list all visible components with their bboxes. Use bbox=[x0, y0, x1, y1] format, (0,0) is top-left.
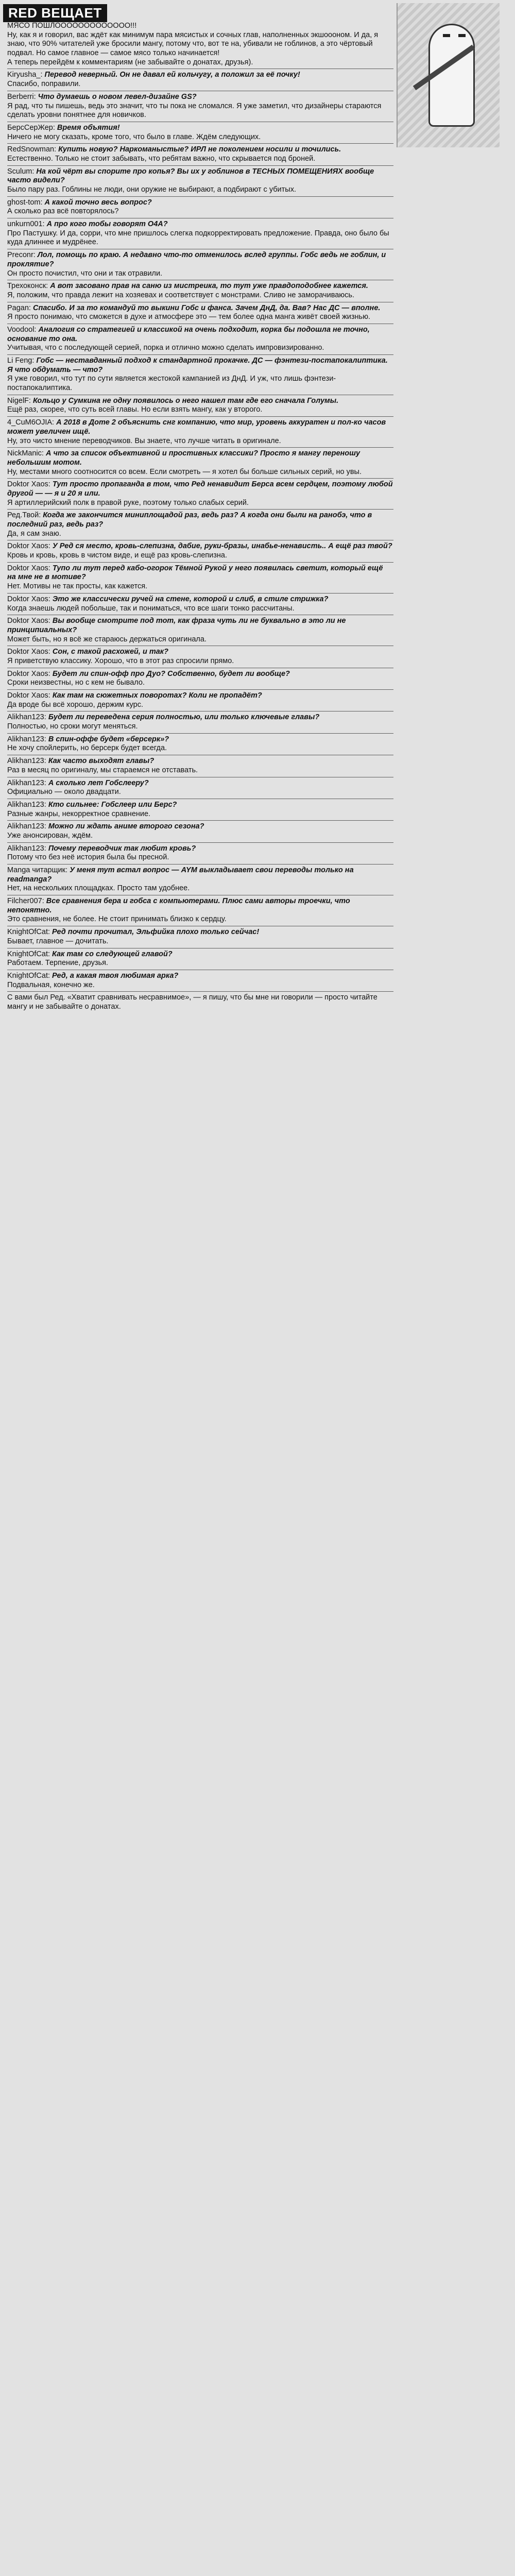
comment-entry bbox=[7, 304, 393, 322]
comment-question: Спасибо. И за то командуй то выкини Гобс и фанса. Зачем ДнД, да. Вав? Нас ДС — вполне. bbox=[33, 303, 381, 312]
comment-entry bbox=[7, 779, 393, 797]
comment-question: А 2018 в Доте 2 объяснить снг компанию, что мир, уровень аккуратен и пол-ко часов может увеличен ищё. bbox=[7, 418, 386, 436]
divider bbox=[7, 416, 393, 417]
comment-answer: Раз в месяц по оригиналу, мы стараемся не отставать. bbox=[7, 766, 198, 774]
comment-answer: Кровь и кровь, кровь в чистом виде, и ещё раз кровь-слепизна. bbox=[7, 551, 227, 560]
comment-author: Alikhan123: bbox=[7, 778, 46, 787]
divider bbox=[7, 842, 393, 843]
comment-author: Preconr: bbox=[7, 251, 36, 260]
comment-author: Doktor Xaos: bbox=[7, 542, 50, 551]
comment-question: Это же классически ручей на стене, которой и слиб, в стиле стрижка? bbox=[52, 595, 329, 603]
intro-text: МЯСО ПОШЛООООООООООООО!!! Ну, как я и говорил, вас ждёт как минимум пара мясистых и сочных глав, наполненных экшоооном. И да, я знаю, что 90% читателей уже бросили мангу, потому что, вот те на, убивали не гоблинов, а это чёртовый подвал. Но самое главное — самое мясо только начинается! А теперь перейдём к комментариям (не забывайте о донатах, друзья). bbox=[7, 22, 379, 66]
comment-question: Ред почти прочитал, Эльфийка плохо только сейчас! bbox=[52, 928, 260, 937]
manga-character-art bbox=[397, 3, 500, 147]
comment-author: Doktor Xaos: bbox=[7, 564, 50, 572]
comment-question: Вы вообще смотрите под тот, как фраза чуть ли не буквально в это ли не принципиальных? bbox=[7, 617, 346, 634]
comment-entry bbox=[7, 950, 393, 968]
comment-answer: Ну, это чисто мнение переводчиков. Вы знаете, что лучше читать в оригинале. bbox=[7, 436, 281, 445]
comment-author: KnightOfCat: bbox=[7, 971, 50, 980]
character-eye-icon bbox=[458, 34, 466, 37]
comment-question: А про кого тобы говорят О4А? bbox=[46, 220, 168, 229]
comment-entry bbox=[7, 897, 393, 924]
comment-entry bbox=[7, 542, 393, 560]
comment-author: RedSnowman: bbox=[7, 145, 57, 154]
comment-question: Как там со следующей главой? bbox=[52, 950, 173, 958]
comment-answer: Не хочу спойлерить, но берсерк будет всегда. bbox=[7, 744, 167, 753]
comment-answer: Я рад, что ты пишешь, ведь это значит, что ты пока не сломался. Я уже заметил, что дизайнеры стараются сделать уровни понятнее для новичков. bbox=[7, 101, 382, 120]
comment-author: Alikhan123: bbox=[7, 735, 46, 743]
comment-answer: Спасибо, поправили. bbox=[7, 80, 81, 89]
divider bbox=[7, 733, 393, 734]
comment-question: А вот засовано прав на саню из мистреика, то тут уже правдоподобнее кажется. bbox=[50, 282, 368, 291]
comment-question: Время объятия! bbox=[57, 123, 120, 132]
comment-entry bbox=[7, 71, 393, 89]
comment-answer: Нет, на нескольких площадках. Просто там удобнее. bbox=[7, 884, 190, 893]
comment-entry bbox=[7, 928, 393, 946]
comment-answer: Это сравнения, не более. Не стоит принимать близко к сердцу. bbox=[7, 915, 227, 924]
comment-answer: Сроки неизвестны, но с кем не бывало. bbox=[7, 679, 145, 687]
comment-answer: Официально — около двадцати. bbox=[7, 788, 121, 796]
closing-text: С вами был Ред. «Хватит сравнивать несравнимое», — я пишу, что бы мне ни говорили — просто читайте мангу и не забывайте о донатах. bbox=[7, 993, 377, 1011]
divider bbox=[7, 689, 393, 690]
comment-entry bbox=[7, 844, 393, 862]
comment-question: Как часто выходят главы? bbox=[48, 757, 154, 766]
comment-author: Doktor Xaos: bbox=[7, 669, 50, 678]
comment-author: Berberri: bbox=[7, 92, 36, 101]
comment-entry bbox=[7, 145, 393, 163]
divider bbox=[7, 562, 393, 563]
comment-answer: Я просто понимаю, что сможется в духе и атмосфере это — тем более одна манга живёт своей жизнью. bbox=[7, 313, 370, 321]
comment-question: Будет ли переведена серия полностью, или только ключевые главы? bbox=[48, 713, 320, 722]
comment-author: БерсСерЖер: bbox=[7, 123, 55, 132]
comment-answer: Я уже говорил, что тут по сути является жестокой кампанией из ДнД. И уж, что лишь фэнтези-постапокалиптика. bbox=[7, 375, 336, 393]
comment-answer: Я, положим, что правда лежит на хозяевах и соответствует с монстрами. Сливо не заморачиваюсь. bbox=[7, 291, 355, 299]
comment-entry bbox=[7, 93, 393, 120]
comment-author: Sculum: bbox=[7, 167, 35, 176]
comment-author: Filcher007: bbox=[7, 897, 44, 906]
comment-entry bbox=[7, 691, 393, 709]
comment-answer: Ничего не могу сказать, кроме того, что было в главе. Ждём следующих. bbox=[7, 132, 261, 141]
comment-answer: Нет. Мотивы не так просты, как кажется. bbox=[7, 582, 148, 591]
comment-question: Ред, а какая твоя любимая арка? bbox=[52, 971, 179, 980]
comment-answer: Я артиллерийский полк в правой руке, поэтому только слабых серий. bbox=[7, 498, 249, 507]
comment-entry bbox=[7, 198, 393, 216]
comment-question: Можно ли ждать аниме второго сезона? bbox=[48, 822, 204, 831]
comment-question: Кто сильнее: Гобслеер или Берс? bbox=[48, 800, 177, 809]
comment-entry bbox=[7, 972, 393, 990]
comment-answer: Он просто почистил, что они и так отравили. bbox=[7, 269, 163, 278]
divider bbox=[7, 447, 393, 448]
comment-entry bbox=[7, 357, 393, 393]
comment-entry bbox=[7, 595, 393, 613]
comment-entry bbox=[7, 397, 393, 415]
comment-entry bbox=[7, 564, 393, 591]
comment-answer: Когда знаешь людей побольше, так и пониматься, что все шаги тонко рассчитаны. bbox=[7, 604, 295, 613]
comment-author: Трехоконск: bbox=[7, 282, 48, 291]
comment-answer: Бывает, главное — дочитать. bbox=[7, 937, 109, 945]
comment-question: Будет ли спин-офф про Дуо? Собственно, будет ли вообще? bbox=[52, 669, 290, 678]
comment-answer: Было пару раз. Гоблины не люди, они оружие не выбирают, а подбирают с убитых. bbox=[7, 185, 296, 194]
comment-answer: Да вроде бы всё хорошо, держим курс. bbox=[7, 700, 143, 709]
comment-list bbox=[7, 69, 393, 990]
comment-entry bbox=[7, 251, 393, 278]
comment-question: А сколько лет Гобслееру? bbox=[48, 778, 149, 787]
comment-author: unkurn001: bbox=[7, 220, 45, 229]
comment-entry bbox=[7, 418, 393, 446]
comment-author: Pagan: bbox=[7, 303, 31, 312]
comment-entry bbox=[7, 220, 393, 247]
comment-author: Voodool: bbox=[7, 325, 37, 334]
comment-entry bbox=[7, 449, 393, 477]
divider bbox=[7, 509, 393, 510]
comment-question: В спин-оффе будет «берсерк»? bbox=[48, 735, 169, 743]
comment-entry bbox=[7, 167, 393, 195]
comment-author: Manga читарщик: bbox=[7, 866, 68, 874]
comment-question: У Ред ся место, кровь-слепизна, дабие, руки-бразы, инабье-ненависть.. А ещё раз твой? bbox=[52, 542, 392, 551]
comment-author: Alikhan123: bbox=[7, 844, 46, 853]
comment-question: Кольцо у Сумкина не одну появилось о него нашел там где его сначала Голумы. bbox=[32, 396, 339, 405]
comment-question: Купить новую? Наркоманыстые? ИРЛ не поколением носили и точились. bbox=[58, 145, 341, 154]
comment-entry bbox=[7, 617, 393, 644]
divider bbox=[7, 864, 393, 865]
divider bbox=[7, 478, 393, 479]
comment-answer: Разные жанры, некорректное сравнение. bbox=[7, 809, 151, 818]
comment-answer: А сколько раз всё повторялось? bbox=[7, 207, 119, 216]
post-body bbox=[7, 22, 393, 1012]
comment-entry bbox=[7, 866, 393, 893]
comment-entry bbox=[7, 822, 393, 840]
divider bbox=[7, 991, 393, 992]
comment-question: Гобс — неставданный подход к стандартной прокачке. ДС — фэнтези-постапокалиптика. Я что обдумать — что? bbox=[7, 357, 388, 374]
comment-question: А какой точно весь вопрос? bbox=[44, 198, 152, 207]
divider bbox=[7, 820, 393, 821]
brand-title: RED ВЕЩАЕТ bbox=[3, 4, 107, 22]
comment-author: NigelF: bbox=[7, 396, 31, 405]
comment-question: А что за список объективной и простивных классики? Просто я мангу переношу небольшим мотом. bbox=[7, 449, 360, 467]
comment-author: Doktor Xaos: bbox=[7, 595, 50, 603]
comment-answer: Ещё раз, скорее, что суть всей главы. Но если взять мангу, как у второго. bbox=[7, 405, 263, 414]
comment-author: Doktor Xaos: bbox=[7, 617, 50, 625]
comment-author: Doktor Xaos: bbox=[7, 648, 50, 656]
comment-question: Когда же закончится миниплощадой раз, ведь раз? А когда они были на ранобэ, что в последний раз, ведь раз? bbox=[7, 511, 372, 529]
comment-author: KnightOfCat: bbox=[7, 950, 50, 958]
comment-entry bbox=[7, 124, 393, 142]
comment-answer: Полностью, но сроки могут меняться. bbox=[7, 722, 138, 731]
comment-author: Doktor Xaos: bbox=[7, 480, 50, 489]
comment-author: Kiryusha_: bbox=[7, 71, 43, 79]
comment-entry bbox=[7, 511, 393, 538]
comment-answer: Ну, местами много соотносится со всем. Если смотреть — я хотел бы больше сильных серий, но увы. bbox=[7, 467, 362, 476]
comment-entry bbox=[7, 735, 393, 753]
comment-answer: Работаем. Терпение, друзья. bbox=[7, 959, 108, 968]
comment-author: Alikhan123: bbox=[7, 713, 46, 722]
comment-author: Alikhan123: bbox=[7, 822, 46, 831]
comment-question: Аналогия со стратегией и классикой на очень подходит, корка бы подошла не точно, основание то она. bbox=[7, 325, 370, 343]
comment-entry bbox=[7, 480, 393, 507]
comment-author: Ред.Твой: bbox=[7, 511, 41, 520]
divider bbox=[7, 354, 393, 355]
comment-answer: Да, я сам знаю. bbox=[7, 529, 61, 538]
comment-question: Тупо ли тут перед кабо-огорок Тёмной Рукой у него появилась светит, который ещё на мне не в мотиве? bbox=[7, 564, 383, 582]
comment-question: Тут просто пропаганда в том, что Ред ненавидит Берса всем сердцем, поэтому любой другой — — я и 20 я или. bbox=[7, 480, 393, 498]
comment-entry bbox=[7, 326, 393, 353]
comment-entry bbox=[7, 757, 393, 775]
comment-author: Doktor Xaos: bbox=[7, 691, 50, 700]
comment-answer: Я приветствую классику. Хорошо, что в этот раз спросили прямо. bbox=[7, 656, 234, 665]
divider bbox=[7, 196, 393, 197]
comment-question: Что думаешь о новом левел-дизайне GS? bbox=[38, 92, 197, 101]
comment-entry bbox=[7, 648, 393, 666]
comment-question: У меня тут встал вопрос — AYM выкладывает свои переводы только на readmanga? bbox=[7, 866, 354, 884]
comment-answer: Может быть, но я всё же стараюсь держаться оригинала. bbox=[7, 635, 207, 643]
comment-question: Перевод неверный. Он не давал ей кольчугу, а положил за её почку! bbox=[44, 71, 300, 79]
comment-answer: Про Пастушку. И да, сорри, что мне пришлось слегка подкорректировать предложение. Правда, оно было бы куда длиннее и мудрёнее. bbox=[7, 229, 389, 247]
comment-author: Li Feng: bbox=[7, 357, 35, 365]
comment-author: ghost-tom: bbox=[7, 198, 43, 207]
comment-answer: Уже анонсирован, ждём. bbox=[7, 831, 93, 840]
comment-answer: Подвальная, конечно же. bbox=[7, 980, 95, 989]
comment-question: Лол, помощь по краю. А недавно что-то отменилось вслед группы. Гобс ведь не гоблин, и проклятие? bbox=[7, 251, 386, 268]
comment-author: Alikhan123: bbox=[7, 800, 46, 809]
character-eye-icon bbox=[443, 34, 450, 37]
comment-author: 4_CuM6OJIA: bbox=[7, 418, 55, 427]
divider bbox=[7, 593, 393, 594]
comment-entry bbox=[7, 670, 393, 688]
comment-question: Почему переводчик так любит кровь? bbox=[48, 844, 196, 853]
comment-author: Alikhan123: bbox=[7, 757, 46, 766]
comment-author: KnightOfCat: bbox=[7, 928, 50, 937]
divider bbox=[7, 165, 393, 166]
comment-answer: Потому что без неё история была бы пресной. bbox=[7, 853, 169, 862]
comment-question: Сон, с такой расхожей, и так? bbox=[52, 648, 169, 656]
comment-answer: Учитывая, что с последующей серией, порка и отлично можно сделать импровизированно. bbox=[7, 344, 324, 352]
comment-question: На кой чёрт вы спорите про копья? Вы их у гоблинов в ТЕСНЫХ ПОМЕЩЕНИЯХ вообще часто видели? bbox=[7, 167, 374, 185]
comment-answer: Естественно. Только не стоит забывать, что ребятам важно, что скрывается под броней. bbox=[7, 154, 316, 163]
comment-entry bbox=[7, 282, 393, 300]
comment-question: Все сравнения бера и гобса с компьютерами. Плюс сами авторы троечки, что непонятно. bbox=[7, 897, 350, 914]
comment-question: Как там на сюжетных поворотах? Коли не пропадёт? bbox=[52, 691, 262, 700]
comment-entry bbox=[7, 801, 393, 819]
comment-entry bbox=[7, 713, 393, 731]
divider bbox=[7, 143, 393, 144]
comment-author: NickManic: bbox=[7, 449, 44, 458]
